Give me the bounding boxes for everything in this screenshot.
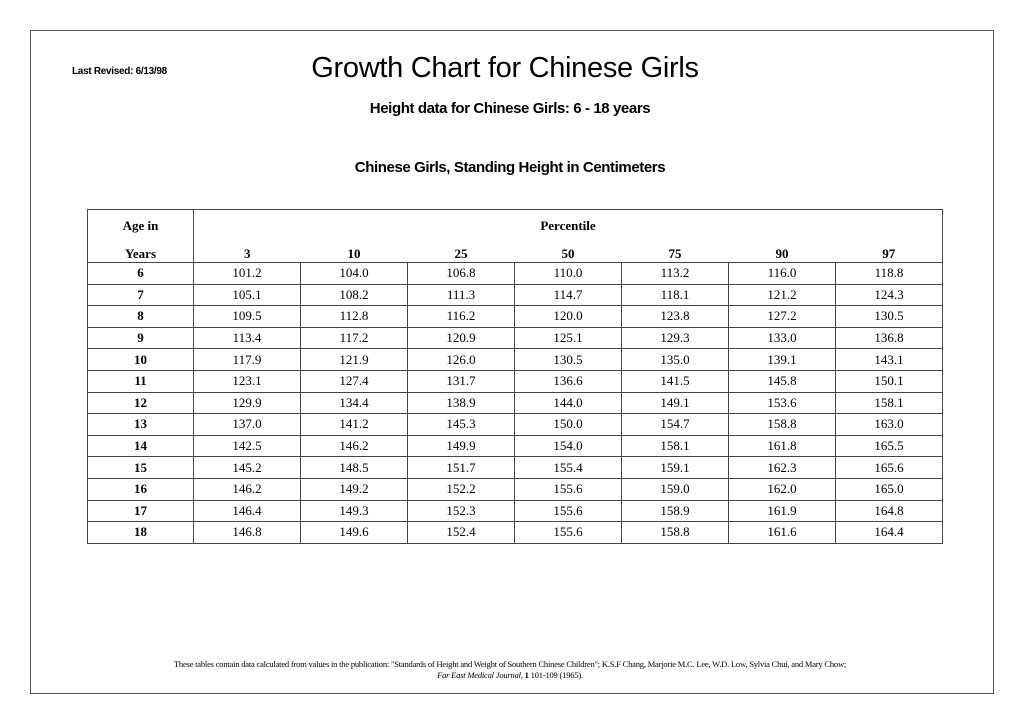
height-cell: 154.7 (622, 414, 729, 436)
height-cell: 113.4 (194, 327, 301, 349)
height-cell: 106.8 (408, 263, 515, 285)
table-row (88, 327, 943, 349)
height-cell: 152.2 (408, 478, 515, 500)
age-cell: 9 (88, 327, 194, 349)
height-cell: 108.2 (301, 284, 408, 306)
height-cell: 161.8 (729, 435, 836, 457)
height-cell: 111.3 (408, 284, 515, 306)
years-header: Years (88, 242, 194, 263)
height-cell: 120.0 (515, 306, 622, 328)
height-cell: 153.6 (729, 392, 836, 414)
height-cell: 137.0 (194, 414, 301, 436)
height-cell: 161.6 (729, 522, 836, 544)
height-cell: 158.9 (622, 500, 729, 522)
height-cell: 134.4 (301, 392, 408, 414)
height-cell: 148.5 (301, 457, 408, 479)
height-cell: 120.9 (408, 327, 515, 349)
height-cell: 145.3 (408, 414, 515, 436)
height-cell: 165.6 (836, 457, 943, 479)
height-cell: 136.8 (836, 327, 943, 349)
page-title: Growth Chart for Chinese Girls (311, 52, 699, 84)
height-cell: 113.2 (622, 263, 729, 285)
height-cell: 150.1 (836, 370, 943, 392)
age-cell: 8 (88, 306, 194, 328)
height-cell: 114.7 (515, 284, 622, 306)
height-cell: 117.9 (194, 349, 301, 371)
table-row (88, 478, 943, 500)
height-cell: 155.4 (515, 457, 622, 479)
height-cell: 131.7 (408, 370, 515, 392)
height-cell: 101.2 (194, 263, 301, 285)
height-cell: 146.4 (194, 500, 301, 522)
height-cell: 133.0 (729, 327, 836, 349)
age-cell: 10 (88, 349, 194, 371)
height-cell: 138.9 (408, 392, 515, 414)
height-cell: 135.0 (622, 349, 729, 371)
table-row (88, 457, 943, 479)
height-cell: 121.9 (301, 349, 408, 371)
height-cell: 123.8 (622, 306, 729, 328)
height-cell: 158.8 (729, 414, 836, 436)
percentile-50-header: 50 (515, 242, 622, 263)
age-cell: 18 (88, 522, 194, 544)
age-cell: 6 (88, 263, 194, 285)
percentile-25-header: 25 (408, 242, 515, 263)
table-row (88, 414, 943, 436)
height-cell: 139.1 (729, 349, 836, 371)
height-cell: 110.0 (515, 263, 622, 285)
height-cell: 121.2 (729, 284, 836, 306)
height-cell: 109.5 (194, 306, 301, 328)
height-cell: 158.1 (836, 392, 943, 414)
height-cell: 162.0 (729, 478, 836, 500)
height-cell: 126.0 (408, 349, 515, 371)
height-cell: 130.5 (836, 306, 943, 328)
height-cell: 158.1 (622, 435, 729, 457)
height-cell: 146.8 (194, 522, 301, 544)
height-cell: 123.1 (194, 370, 301, 392)
height-cell: 154.0 (515, 435, 622, 457)
height-cell: 164.4 (836, 522, 943, 544)
age-cell: 12 (88, 392, 194, 414)
height-cell: 155.6 (515, 500, 622, 522)
height-cell: 158.8 (622, 522, 729, 544)
table-row (88, 392, 943, 414)
height-cell: 141.2 (301, 414, 408, 436)
height-cell: 150.0 (515, 414, 622, 436)
age-header: Age in (88, 210, 194, 243)
height-cell: 145.8 (729, 370, 836, 392)
table-row (88, 500, 943, 522)
height-cell: 116.0 (729, 263, 836, 285)
height-cell: 127.2 (729, 306, 836, 328)
header-row (88, 210, 943, 243)
height-cell: 165.5 (836, 435, 943, 457)
height-cell: 125.1 (515, 327, 622, 349)
height-cell: 152.4 (408, 522, 515, 544)
percentile-header: Percentile (194, 210, 943, 243)
age-cell: 15 (88, 457, 194, 479)
height-cell: 116.2 (408, 306, 515, 328)
height-cell: 124.3 (836, 284, 943, 306)
citation-footer (0, 659, 1020, 681)
journal-name: Far East Medical Journal (437, 670, 521, 680)
citation-journal-line: Far East Medical Journal, 1 101-109 (1965). (437, 670, 583, 680)
height-cell: 149.3 (301, 500, 408, 522)
page-subtitle: Height data for Chinese Girls: 6 - 18 years (369, 100, 651, 117)
last-revised: Last Revised: 6/13/98 (72, 66, 167, 77)
height-cell: 162.3 (729, 457, 836, 479)
table-row (88, 435, 943, 457)
table-row (88, 284, 943, 306)
height-cell: 118.1 (622, 284, 729, 306)
percentile-75-header: 75 (622, 242, 729, 263)
height-cell: 127.4 (301, 370, 408, 392)
age-cell: 17 (88, 500, 194, 522)
table-title: Chinese Girls, Standing Height in Centimeters (354, 159, 666, 176)
height-cell: 152.3 (408, 500, 515, 522)
citation-line: These tables contain data calculated from values in the publication: "Standards of Height and Weight of Southern Chinese Children"; K.S.F Chang, Marjorie M.C. Lee, W.D. Low, Sylvia Chui, and Mary Chow; (173, 659, 847, 669)
height-cell: 146.2 (194, 478, 301, 500)
height-cell: 163.0 (836, 414, 943, 436)
journal-pages: 101-109 (1965). (528, 670, 583, 680)
height-cell: 136.6 (515, 370, 622, 392)
height-cell: 105.1 (194, 284, 301, 306)
table-row (88, 263, 943, 285)
table-row (88, 522, 943, 544)
height-cell: 144.0 (515, 392, 622, 414)
height-cell: 130.5 (515, 349, 622, 371)
height-cell: 141.5 (622, 370, 729, 392)
age-cell: 16 (88, 478, 194, 500)
height-cell: 149.1 (622, 392, 729, 414)
height-cell: 129.3 (622, 327, 729, 349)
table-row (88, 306, 943, 328)
height-cell: 149.9 (408, 435, 515, 457)
height-cell: 149.2 (301, 478, 408, 500)
height-cell: 112.8 (301, 306, 408, 328)
height-cell: 146.2 (301, 435, 408, 457)
percentile-3-header: 3 (194, 242, 301, 263)
height-cell: 151.7 (408, 457, 515, 479)
percentile-97-header: 97 (836, 242, 943, 263)
percentile-90-header: 90 (729, 242, 836, 263)
height-cell: 161.9 (729, 500, 836, 522)
height-cell: 142.5 (194, 435, 301, 457)
age-cell: 14 (88, 435, 194, 457)
height-cell: 149.6 (301, 522, 408, 544)
height-cell: 159.1 (622, 457, 729, 479)
height-cell: 118.8 (836, 263, 943, 285)
percentile-row (88, 242, 943, 263)
age-cell: 13 (88, 414, 194, 436)
height-cell: 129.9 (194, 392, 301, 414)
height-cell: 165.0 (836, 478, 943, 500)
height-cell: 143.1 (836, 349, 943, 371)
percentile-10-header: 10 (301, 242, 408, 263)
height-table (87, 209, 943, 544)
table-row (88, 370, 943, 392)
age-cell: 11 (88, 370, 194, 392)
height-cell: 159.0 (622, 478, 729, 500)
table-row (88, 349, 943, 371)
height-cell: 117.2 (301, 327, 408, 349)
height-cell: 104.0 (301, 263, 408, 285)
journal-volume: 1 (524, 670, 529, 680)
height-cell: 155.6 (515, 478, 622, 500)
height-cell: 145.2 (194, 457, 301, 479)
height-cell: 155.6 (515, 522, 622, 544)
age-cell: 7 (88, 284, 194, 306)
height-cell: 164.8 (836, 500, 943, 522)
